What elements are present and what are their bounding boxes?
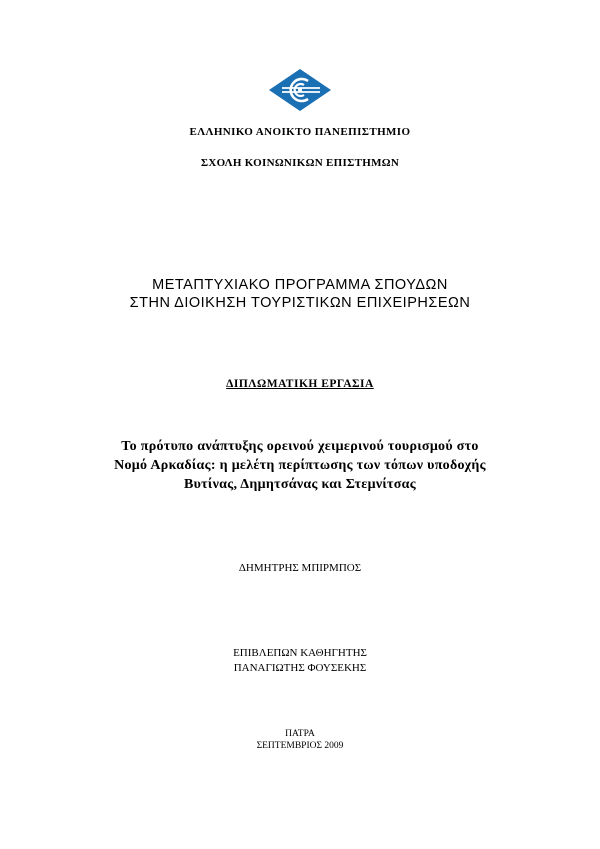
city: ΠΑΤΡΑ	[285, 729, 315, 739]
thesis-label: ΔΙΠΛΩΜΑΤΙΚΗ ΕΡΓΑΣΙΑ	[226, 378, 374, 390]
supervisor-label: ΕΠΙΒΛΕΠΩΝ ΚΑΘΗΓΗΤΗΣ	[233, 647, 367, 659]
title-line-2: Νομό Αρκαδίας: η μελέτη περίπτωσης των τόπων υποδοχής	[114, 458, 486, 473]
program-line-1: ΜΕΤΑΠΤΥΧΙΑΚΟ ΠΡΟΓΡΑΜΜΑ ΣΠΟΥΔΩΝ	[152, 277, 448, 293]
program-name	[0, 276, 600, 312]
title-line-3: Βυτίνας, Δημητσάνας και Στεμνίτσας	[183, 477, 417, 492]
school-name: ΣΧΟΛΗ ΚΟΙΝΩΝΙΚΩΝ ΕΠΙΣΤΗΜΩΝ	[200, 157, 400, 169]
supervisor-name: ΠΑΝΑΓΙΩΤΗΣ ΦΟΥΣΕΚΗΣ	[233, 662, 367, 674]
title-line-1: Το πρότυπο ανάπτυξης ορεινού χειμερινού τουρισμού στο	[121, 439, 479, 454]
supervisor-block	[0, 646, 600, 676]
university-logo	[268, 68, 332, 112]
thesis-title	[0, 437, 600, 494]
program-line-2: ΣΤΗΝ ΔΙΟΙΚΗΣΗ ΤΟΥΡΙΣΤΙΚΩΝ ΕΠΙΧΕΙΡΗΣΕΩΝ	[129, 295, 471, 311]
date: ΣΕΠΤΕΜΒΡΙΟΣ 2009	[256, 741, 344, 751]
place-date-block	[0, 728, 600, 752]
author-name: ΔΗΜΗΤΡΗΣ ΜΠΙΡΜΠΟΣ	[238, 562, 362, 574]
university-name: ΕΛΛΗΝΙΚΟ ΑΝΟΙΚΤΟ ΠΑΝΕΠΙΣΤΗΜΙΟ	[189, 126, 411, 138]
